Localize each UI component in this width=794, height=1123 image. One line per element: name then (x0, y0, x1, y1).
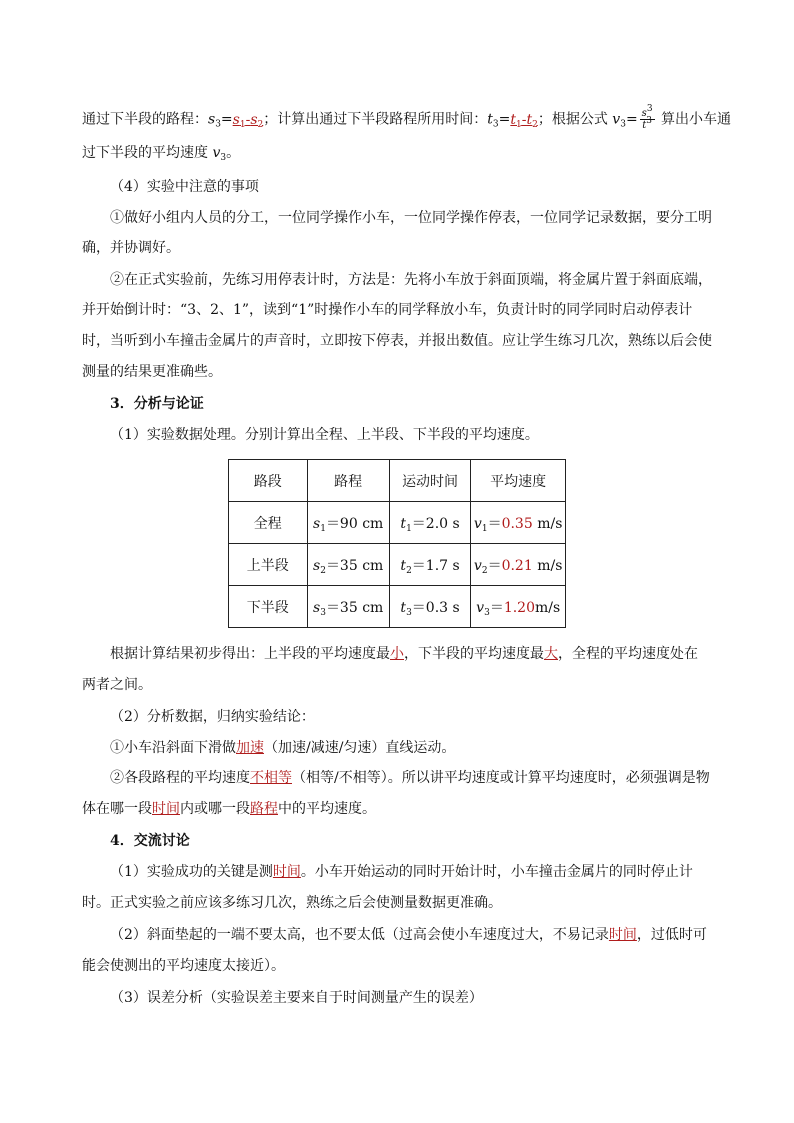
text: 。 (226, 145, 241, 161)
paragraph-line: 根据计算结果初步得出：上半段的平均速度最小，下半段的平均速度最大，全程的平均速度处在 (110, 646, 698, 662)
paragraph-line: （2）斜面垫起的一端不要太高，也不要太低（过高会使小车速度过大，不易记录时间，过低时可 (110, 927, 707, 943)
paragraph-line: 时。正式实验之前应该多练习几次，熟练之后会使测量数据更准确。 (82, 895, 502, 911)
text: ；根据公式 (537, 111, 613, 128)
table-row (229, 544, 566, 586)
speed-cell: $v_3=1.20m/s$ (471, 586, 566, 628)
paragraph-line: 时，当听到小车撞击金属片的声音时，立即按下停表，并报出数值。应让学生练习几次，熟练以后会使 (82, 333, 712, 349)
text-line: 过下半段的平均速度 $v_3$。 (82, 145, 241, 163)
section-heading: （4）实验中注意的事项 (110, 179, 259, 195)
answer-value: 1.20 (503, 599, 535, 616)
paragraph-line: 两者之间。 (82, 677, 152, 693)
column-header: 运动时间 (389, 460, 471, 502)
table-header-row (229, 460, 566, 502)
paragraph-line: （1）实验数据处理。分别计算出全程、上半段、下半段的平均速度。 (110, 427, 539, 443)
answer-blank: 小 (390, 646, 404, 662)
answer-blank: 时间 (608, 927, 637, 943)
answer-blank: 不相等 (250, 770, 292, 786)
table-row (229, 502, 566, 544)
answer-blank: 加速 (236, 740, 264, 756)
paragraph-line: 测量的结果更准确些。 (82, 364, 222, 380)
answer-value: 0.21 (501, 557, 533, 574)
paragraph-line: ②各段路程的平均速度不相等（相等/不相等）。所以讲平均速度或计算平均速度时，必须强调是物 (110, 770, 710, 786)
answer-blank: 时间 (152, 801, 180, 817)
time-cell: $t_3=0.3$ s (389, 586, 471, 628)
paragraph-line: （3）误差分析（实验误差主要来自于时间测量产生的误差） (110, 990, 483, 1006)
answer-blank: 路程 (250, 801, 278, 817)
speed-cell: $v_2=0.21$ m/s (471, 544, 566, 586)
column-header: 平均速度 (471, 460, 566, 502)
paragraph-line: 确，并协调好。 (82, 240, 180, 256)
text: 算出小车通 (656, 111, 731, 128)
text: ；计算出通过下半段路程所用时间： (263, 111, 488, 128)
paragraph-line: 能会使测出的平均速度太接近）。 (82, 958, 285, 974)
answer-value: 0.35 (501, 515, 533, 532)
paragraph-line: 并开始倒计时：“3、2、1”，读到“1”时操作小车的同学释放小车，负责计时的同学同时启动停表计 (82, 302, 693, 318)
answer-blank: 时间 (272, 864, 301, 880)
paragraph-line: ①做好小组内人员的分工，一位同学操作小车，一位同学操作停表，一位同学记录数据，要分工明 (110, 210, 712, 226)
formula-line: 通过下半段的路程：$s_3=s_1-s_2$；计算出通过下半段路程所用时间：$t_3=t_1-t_2$；根据公式 $v_3=$ $\frac{s^3}{t^3}$ 算出小车通 (82, 104, 731, 131)
text: 通过下半段的路程： (82, 111, 208, 128)
distance-cell: $s_3=35$ cm (307, 586, 389, 628)
paragraph-line: ②在正式实验前，先练习用停表计时，方法是：先将小车放于斜面顶端，将金属片置于斜面底端， (110, 272, 712, 288)
text: 过下半段的平均速度 (82, 145, 208, 161)
distance-cell: $s_2=35$ cm (307, 544, 389, 586)
column-header: 路段 (229, 460, 308, 502)
segment-cell: 上半段 (229, 544, 308, 586)
segment-cell: 全程 (229, 502, 308, 544)
column-header: 路程 (307, 460, 389, 502)
paragraph-line: ①小车沿斜面下滑做加速（加速/减速/匀速）直线运动。 (110, 740, 456, 756)
time-cell: $t_1=2.0$ s (389, 502, 471, 544)
distance-cell: $s_1=90$ cm (307, 502, 389, 544)
section-title: 4．交流讨论 (110, 833, 190, 849)
speed-cell: $v_1=0.35$ m/s (471, 502, 566, 544)
section-title: 3．分析与论证 (110, 396, 204, 412)
time-cell: $t_2=1.7$ s (389, 544, 471, 586)
section-heading: （2）分析数据，归纳实验结论： (110, 709, 315, 725)
data-table (228, 459, 566, 628)
answer-blank: 大 (544, 646, 558, 662)
paragraph-line: 体在哪一段时间内或哪一段路程中的平均速度。 (82, 801, 376, 817)
segment-cell: 下半段 (229, 586, 308, 628)
paragraph-line: （1）实验成功的关键是测时间。小车开始运动的同时开始计时，小车撞击金属片的同时停止计 (110, 864, 693, 880)
table-row (229, 586, 566, 628)
velocity-fraction: $\frac{s^3}{t^3}$ (641, 104, 653, 131)
